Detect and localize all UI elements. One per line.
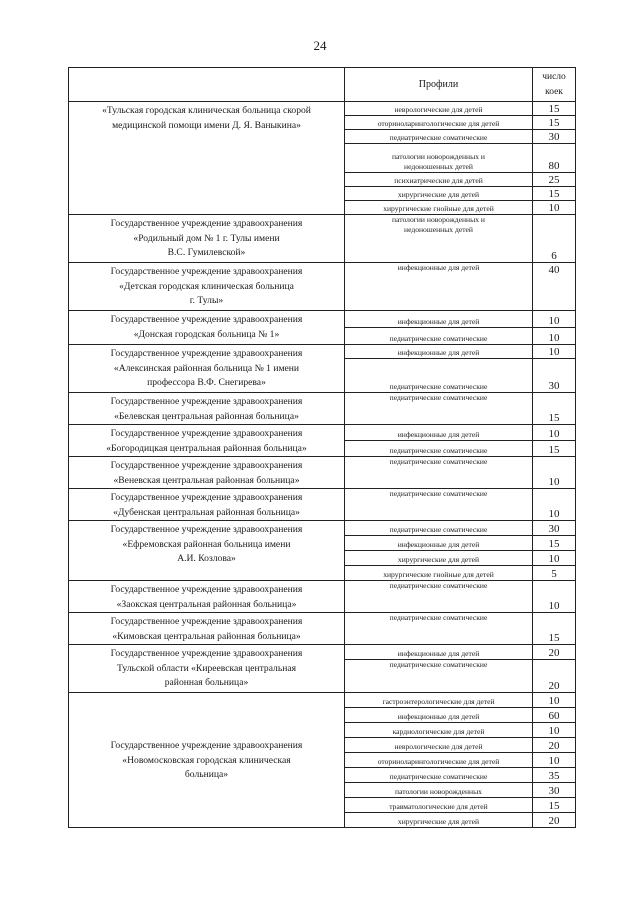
profile-cell bbox=[345, 328, 533, 345]
profile-cell bbox=[345, 102, 533, 116]
profile-cell bbox=[345, 187, 533, 201]
institution-name bbox=[69, 215, 345, 263]
profile-line: инфекционные для детей bbox=[397, 711, 480, 721]
beds-count: 30 bbox=[533, 359, 576, 393]
institution-name-line: «Заокская центральная районная больница» bbox=[116, 598, 297, 610]
institution-name-line: «Ефремовская районная больница имени bbox=[122, 538, 291, 550]
profile-cell bbox=[345, 345, 533, 359]
header-beds-line2: коек bbox=[545, 86, 563, 97]
institution-name bbox=[69, 457, 345, 489]
institution-name-line: «Донская городская больница № 1» bbox=[133, 328, 280, 340]
institution-name-line: Государственное учреждение здравоохранения bbox=[110, 492, 303, 503]
table-row bbox=[69, 215, 576, 263]
profile-line: педиатрические соматические bbox=[389, 381, 488, 391]
institution-name-line: Государственное учреждение здравоохранения bbox=[110, 428, 303, 439]
table-row bbox=[69, 521, 576, 536]
profile-cell bbox=[345, 263, 533, 311]
profile-line: патологии новорожденных и bbox=[392, 215, 485, 224]
beds-count: 10 bbox=[533, 693, 576, 708]
table-row bbox=[69, 263, 576, 311]
institution-name-line: А.И. Козлова» bbox=[177, 553, 236, 564]
profile-line: хирургические для детей bbox=[397, 554, 480, 564]
institution-name-line: «Родильный дом № 1 г. Тулы имени bbox=[133, 232, 280, 244]
beds-count: 10 bbox=[533, 551, 576, 566]
institution-name-line: Государственное учреждение здравоохранения bbox=[110, 314, 303, 325]
table-row bbox=[69, 457, 576, 489]
institution-name-line: Государственное учреждение здравоохранения bbox=[110, 616, 303, 627]
profile-line: хирургические гнойные для детей bbox=[383, 203, 494, 213]
table-row bbox=[69, 425, 576, 441]
institution-name-line: В.С. Гумилевской» bbox=[167, 247, 246, 258]
profile-line: хирургические гнойные для детей bbox=[383, 569, 494, 579]
profile-line: педиатрические соматические bbox=[389, 524, 488, 534]
beds-count: 15 bbox=[533, 393, 576, 425]
institution-name bbox=[69, 581, 345, 613]
profile-line: педиатрические соматические bbox=[389, 445, 488, 455]
beds-count: 5 bbox=[533, 566, 576, 581]
institution-name-line: «Дубенская центральная районная больница» bbox=[113, 506, 300, 518]
institution-name-line: «Богородицкая центральная районная больница» bbox=[106, 442, 307, 454]
beds-count: 30 bbox=[533, 521, 576, 536]
profile-cell bbox=[345, 660, 533, 693]
profile-line: психиатрические для детей bbox=[394, 175, 483, 185]
profile-cell bbox=[345, 693, 533, 708]
profile-line: инфекционные для детей bbox=[397, 347, 480, 357]
institution-name bbox=[69, 263, 345, 311]
profile-cell bbox=[345, 708, 533, 723]
institution-name-line: медицинской помощи имени Д. Я. Ваныкина» bbox=[112, 119, 301, 131]
beds-count: 20 bbox=[533, 645, 576, 660]
profile-cell bbox=[345, 738, 533, 753]
institution-name-line: Государственное учреждение здравоохранения bbox=[110, 648, 303, 659]
profile-line: педиатрические соматические bbox=[389, 660, 488, 669]
beds-count: 30 bbox=[533, 783, 576, 798]
beds-count: 15 bbox=[533, 102, 576, 116]
institution-name-line: Государственное учреждение здравоохранения bbox=[110, 740, 303, 752]
institution-name-line: «Веневская центральная районная больница» bbox=[113, 474, 300, 486]
institution-name bbox=[69, 425, 345, 457]
profile-cell bbox=[345, 173, 533, 187]
institution-name-line: Государственное учреждение здравоохранения bbox=[110, 460, 303, 471]
institution-name-line: «Алексинская районная больница № 1 имени bbox=[113, 362, 300, 374]
profile-cell bbox=[345, 753, 533, 768]
table-row bbox=[69, 311, 576, 328]
profile-cell bbox=[345, 521, 533, 536]
profile-cell bbox=[345, 566, 533, 581]
profile-line: инфекционные для детей bbox=[397, 648, 480, 658]
profile-cell bbox=[345, 393, 533, 425]
profile-cell bbox=[345, 425, 533, 441]
page-number: 24 bbox=[313, 38, 327, 53]
profile-line: педиатрические соматические bbox=[389, 457, 488, 466]
institution-name-line: профессора В.Ф. Снегирева» bbox=[147, 377, 266, 388]
beds-count: 10 bbox=[533, 328, 576, 345]
beds-count: 35 bbox=[533, 768, 576, 783]
table-row bbox=[69, 393, 576, 425]
profile-cell bbox=[345, 723, 533, 738]
beds-count: 80 bbox=[533, 144, 576, 173]
institution-name-line: г. Тулы» bbox=[189, 295, 224, 306]
institution-name bbox=[69, 521, 345, 581]
profile-line: инфекционные для детей bbox=[397, 263, 480, 272]
beds-count: 20 bbox=[533, 813, 576, 828]
profile-line: инфекционные для детей bbox=[397, 316, 480, 326]
institution-name-line: «Белевская центральная районная больница» bbox=[114, 410, 299, 422]
institution-name-line: Государственное учреждение здравоохранения bbox=[110, 524, 303, 535]
institution-name bbox=[69, 693, 345, 828]
table-row bbox=[69, 489, 576, 521]
beds-count: 10 bbox=[533, 201, 576, 215]
beds-count: 40 bbox=[533, 263, 576, 311]
table-row bbox=[69, 693, 576, 708]
profile-line: педиатрические соматические bbox=[389, 613, 488, 622]
profile-cell bbox=[345, 613, 533, 645]
institution-name-line: Государственное учреждение здравоохранения bbox=[110, 266, 303, 277]
profile-cell bbox=[345, 536, 533, 551]
table-row bbox=[69, 613, 576, 645]
table-row bbox=[69, 645, 576, 660]
institution-name bbox=[69, 645, 345, 693]
profile-line: патологии новорожденных bbox=[395, 786, 482, 796]
institution-name bbox=[69, 102, 345, 215]
institution-name-line: Тульской области «Киреевская центральная bbox=[116, 662, 297, 674]
beds-count: 15 bbox=[533, 798, 576, 813]
profile-cell bbox=[345, 130, 533, 144]
profile-line: педиатрические соматические bbox=[389, 393, 488, 402]
table-row bbox=[69, 581, 576, 613]
profile-cell bbox=[345, 311, 533, 328]
beds-count: 10 bbox=[533, 457, 576, 489]
profile-line: кардиологические для детей bbox=[392, 726, 485, 736]
profile-line: оториноларингологические для детей bbox=[377, 118, 500, 128]
profile-line: хирургические для детей bbox=[397, 816, 480, 826]
beds-count: 30 bbox=[533, 130, 576, 144]
institution-name-line: «Кимовская центральная районная больница» bbox=[112, 630, 301, 642]
institution-name bbox=[69, 311, 345, 345]
profile-cell bbox=[345, 813, 533, 828]
institution-name bbox=[69, 613, 345, 645]
profile-line: патологии новорожденных и bbox=[392, 152, 485, 161]
table-row bbox=[69, 345, 576, 359]
beds-count: 25 bbox=[533, 173, 576, 187]
profile-line: педиатрические соматические bbox=[389, 333, 488, 343]
beds-count: 20 bbox=[533, 738, 576, 753]
profile-cell bbox=[345, 201, 533, 215]
beds-count: 10 bbox=[533, 753, 576, 768]
profile-cell bbox=[345, 783, 533, 798]
header-institution-cell bbox=[69, 68, 345, 102]
profile-line: недоношенных детей bbox=[404, 161, 473, 171]
profile-cell bbox=[345, 144, 533, 173]
beds-count: 60 bbox=[533, 708, 576, 723]
profile-line: инфекционные для детей bbox=[397, 429, 480, 439]
institution-name-line: «Новомосковская городская клиническая bbox=[122, 754, 291, 766]
beds-count: 15 bbox=[533, 613, 576, 645]
profile-cell bbox=[345, 457, 533, 489]
beds-count: 10 bbox=[533, 723, 576, 738]
institution-name-line: Государственное учреждение здравоохранения bbox=[110, 348, 303, 359]
beds-count: 15 bbox=[533, 116, 576, 130]
profile-line: гастроэнтерологические для детей bbox=[382, 696, 495, 706]
profile-line: хирургические для детей bbox=[397, 189, 480, 199]
profile-cell bbox=[345, 441, 533, 457]
beds-count: 10 bbox=[533, 581, 576, 613]
profile-line: неврологические для детей bbox=[394, 741, 483, 751]
beds-count: 15 bbox=[533, 536, 576, 551]
institution-name-line: Государственное учреждение здравоохранения bbox=[110, 584, 303, 595]
profile-line: недоношенных детей bbox=[404, 224, 473, 234]
profile-line: педиатрические соматические bbox=[389, 771, 488, 781]
profile-line: педиатрические соматические bbox=[389, 132, 488, 142]
institution-name bbox=[69, 393, 345, 425]
table-header-row bbox=[69, 68, 576, 102]
profile-cell bbox=[345, 798, 533, 813]
institution-name-line: районная больница» bbox=[164, 677, 249, 688]
header-beds bbox=[533, 68, 576, 102]
profile-line: неврологические для детей bbox=[394, 104, 483, 114]
institution-name-line: Государственное учреждение здравоохранения bbox=[110, 218, 303, 229]
beds-count: 10 bbox=[533, 489, 576, 521]
profile-cell bbox=[345, 359, 533, 393]
beds-count: 20 bbox=[533, 660, 576, 693]
institution-name-line: «Детская городская клиническая больница bbox=[119, 280, 294, 292]
beds-count: 10 bbox=[533, 345, 576, 359]
institution-name bbox=[69, 489, 345, 521]
institution-name bbox=[69, 345, 345, 393]
profile-line: педиатрические соматические bbox=[389, 581, 488, 590]
profile-cell bbox=[345, 581, 533, 613]
beds-count: 10 bbox=[533, 311, 576, 328]
profile-line: травматологические для детей bbox=[389, 801, 488, 811]
beds-count: 15 bbox=[533, 187, 576, 201]
profile-cell bbox=[345, 489, 533, 521]
profile-cell bbox=[345, 116, 533, 130]
profile-cell bbox=[345, 645, 533, 660]
beds-count: 10 bbox=[533, 425, 576, 441]
profile-cell bbox=[345, 551, 533, 566]
beds-count: 15 bbox=[533, 441, 576, 457]
beds-count: 6 bbox=[533, 215, 576, 263]
header-beds-line1: число bbox=[542, 71, 566, 82]
beds-table bbox=[68, 67, 576, 828]
profile-cell bbox=[345, 768, 533, 783]
profile-line: инфекционные для детей bbox=[397, 539, 480, 549]
profile-line: педиатрические соматические bbox=[389, 489, 488, 498]
profile-line: оториноларингологические для детей bbox=[377, 756, 500, 766]
header-profiles: Профили bbox=[345, 68, 533, 102]
institution-name-line: «Тульская городская клиническая больница скорой bbox=[102, 105, 311, 116]
institution-name-line: Государственное учреждение здравоохранения bbox=[110, 396, 303, 407]
institution-name-line: больница» bbox=[184, 769, 229, 781]
table-row bbox=[69, 102, 576, 116]
profile-cell bbox=[345, 215, 533, 263]
